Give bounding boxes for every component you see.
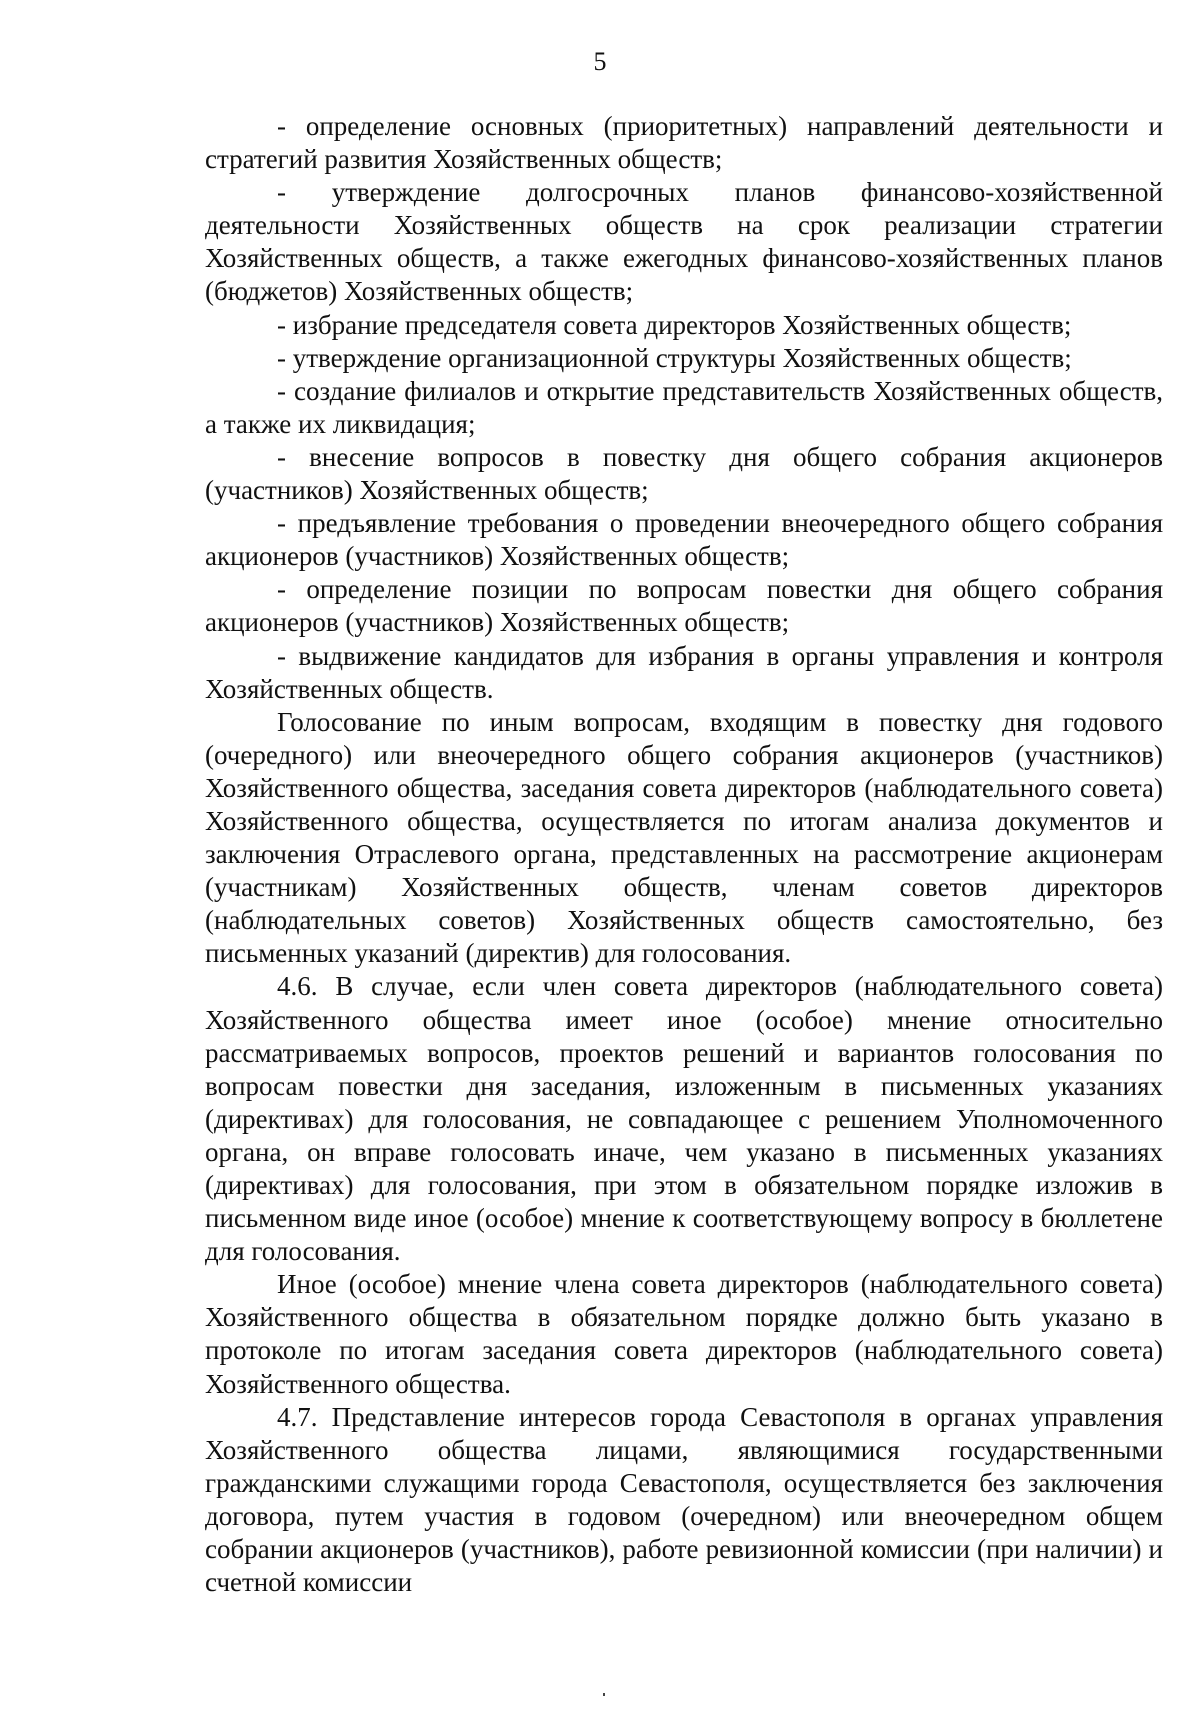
list-item-long-term-plans: - утверждение долгосрочных планов финансово-хозяйственной деятельности Хозяйственных обществ на срок реализации стратегии Хозяйственных обществ, а также ежегодных финансово-хозяйственных планов (бюджетов) Хозяйственных обществ; (205, 177, 1163, 307)
list-item-branches: - создание филиалов и открытие представительств Хозяйственных обществ, а также их ликвидация; (205, 375, 1163, 439)
paragraph-special-opinion: Иное (особое) мнение члена совета директоров (наблюдательного совета) Хозяйственного общества в обязательном порядке должно быть указано в протоколе по итогам заседания совета директоров (наблюдательного совета) Хозяйственного общества. (205, 1269, 1163, 1399)
paragraph-section-4-6: 4.6. В случае, если член совета директоров (наблюдательного совета) Хозяйственного общества имеет иное (особое) мнение относительно рассматриваемых вопросов, проектов решений и вариантов голосования по вопросам повестки дня заседания, изложенным в письменных указаниях (директивах) для голосования, не совпадающее с решением Уполномоченного органа, он вправе голосовать иначе, чем указано в письменных указаниях (директивах) для голосования, при этом в обязательном порядке изложив в письменном виде иное (особое) мнение к соответствующему вопросу в бюллетене для голосования. (205, 971, 1163, 1267)
list-item-extraordinary-meeting: - предъявление требования о проведении внеочередного общего собрания акционеров (участников) Хозяйственных обществ; (205, 508, 1163, 572)
list-item-agenda: - внесение вопросов в повестку дня общего собрания акционеров (участников) Хозяйственных обществ; (205, 441, 1163, 506)
list-item-candidates: - выдвижение кандидатов для избрания в органы управления и контроля Хозяйственных обществ. (205, 640, 1163, 704)
list-item-strategy: - определение основных (приоритетных) направлений деятельности и стратегий развития Хозяйственных обществ; (205, 111, 1163, 175)
list-item-chairman-election: - избрание председателя совета директоров Хозяйственных обществ; (277, 309, 1072, 340)
document-body (205, 110, 1163, 1599)
list-item-position: - определение позиции по вопросам повестки дня общего собрания акционеров (участников) Хозяйственных обществ; (205, 574, 1163, 638)
paragraph-other-voting: Голосование по иным вопросам, входящим в повестку дня годового (очередного) или внеочередного общего собрания акционеров (участников) Хозяйственного общества, заседания совета директоров (наблюдательного совета) Хозяйственного общества, осуществляется по итогам анализа документов и заключения Отраслевого органа, представленных на рассмотрение акционерам (участникам) Хозяйственных обществ, членам советов директоров (наблюдательных советов) Хозяйственных обществ самостоятельно, без письменных указаний (директив) для голосования. (205, 706, 1163, 969)
paragraph-section-4-7: 4.7. Представление интересов города Севастополя в органах управления Хозяйственного общества лицами, являющимися государственными гражданскими служащими города Севастополя, осуществляется без заключения договора, путем участия в годовом (очередном) или внеочередном общем собрании акционеров (участников), работе ревизионной комиссии (при наличии) и счетной комиссии (205, 1401, 1163, 1598)
list-item-org-structure: - утверждение организационной структуры Хозяйственных обществ; (277, 342, 1072, 373)
scan-speck (603, 1693, 605, 1696)
page-number: 5 (593, 47, 607, 76)
